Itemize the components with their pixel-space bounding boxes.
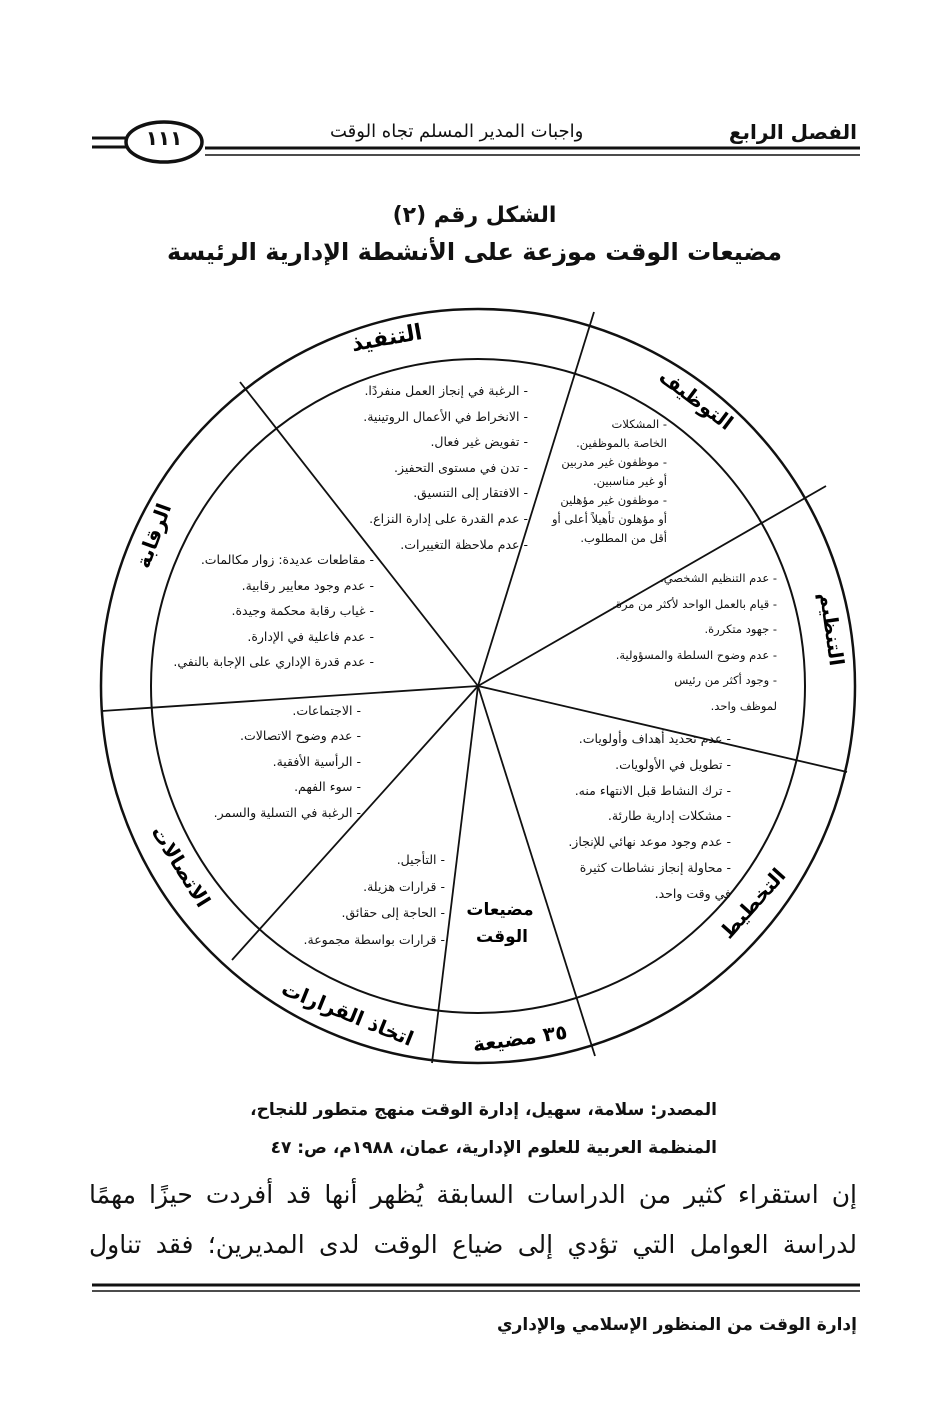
list-item: - عدم تحديد أهداف وأولويات. [578, 731, 731, 746]
list-item: - المشكلات [611, 417, 667, 431]
list-item: أو غير مناسبين. [592, 474, 667, 488]
list-item: - قرارات هزيلة. [363, 878, 445, 894]
list-item: أقل من المطلوب. [580, 531, 667, 545]
section-items-decision [304, 847, 445, 953]
list-item: - تدن في مستوى التحفيز. [394, 459, 528, 475]
list-item: - الافتقار إلى التنسيق. [413, 485, 528, 501]
list-item: - عدم ملاحظة التغييرات. [400, 536, 528, 552]
figure-label: الشكل رقم (٢) [392, 203, 557, 228]
list-item: - قيام بالعمل الواحد لأكثر من مرة. [612, 596, 777, 611]
list-item: - الاجتماعات. [292, 703, 361, 718]
list-item: - جهود متكررة. [704, 622, 777, 636]
list-item: - الرأسية الأفقية. [272, 753, 361, 769]
list-item: - مقاطعات عديدة: زوار مكالمات. [200, 552, 374, 567]
list-item: - الرغبة في إنجاز العمل منفردًا. [364, 383, 528, 398]
list-item: - سوء الفهم. [294, 779, 361, 795]
section-items-planning [568, 726, 731, 907]
list-item: لموظف واحد. [710, 698, 777, 713]
list-item: - الحاجة إلى حقائق. [341, 905, 445, 920]
page-number: ١١١ [145, 126, 183, 150]
list-item: - قرارات بواسطة مجموعة. [303, 931, 445, 947]
list-item: - عدم وجود موعد نهائي للإنجاز. [568, 834, 731, 850]
section-name-planning: التخطيط [715, 863, 791, 944]
list-item: في وقت واحد. [654, 885, 731, 901]
figure-title: مضيعات الوقت موزعة على الأنشطة الإدارية الرئيسة [166, 238, 783, 266]
list-item: - مشكلات إدارية طارئة. [607, 808, 731, 824]
section-name-staffing: التوظيف [654, 363, 738, 435]
list-item: - تطويل في الأولويات. [615, 756, 731, 772]
list-item: - موظفون غير مدربين [561, 455, 667, 469]
list-item: - عدم قدرة الإداري على الإجابة بالنفي. [173, 654, 374, 669]
section-total-count: ٣٥ مضيعة [471, 1019, 569, 1057]
list-item: الخاصة بالموظفين. [576, 436, 667, 450]
body-text-line-1: إن استقراء كثير من الدراسات السابقة يُظهر أنها قد أفردت حيزًا مهمًا [89, 1180, 857, 1209]
list-item: أو مؤهلون تأهيلاً أعلى أو [551, 512, 667, 526]
list-item: - وجود أكثر من رئيس [674, 673, 777, 687]
list-item: - عدم فاعلية في الإدارة. [247, 628, 374, 644]
list-item: - موظفون غير مؤهلين [560, 493, 667, 507]
section-name-execution: التنفيذ [349, 320, 425, 358]
chapter-label: الفصل الرابع [728, 120, 857, 144]
section-items-staffing [552, 415, 667, 548]
section-name-decision: اتخاذ القرارات [278, 976, 418, 1051]
section-items-communication [214, 698, 361, 825]
section-name-control: الرقابة [130, 499, 177, 572]
list-item: - غياب رقابة محكمة وجيدة. [231, 603, 374, 618]
section-items-organizing [612, 566, 777, 719]
source-line-2: المنظمة العربية للعلوم الإدارية، عمان، ١٩٨٨م، ص: ٤٧ [270, 1138, 717, 1158]
section-name-communication: الاتصالات [146, 821, 216, 912]
list-item: - التأجيل. [396, 852, 445, 867]
section-items-control [173, 547, 374, 675]
running-title: واجبات المدير المسلم تجاه الوقت [330, 121, 584, 142]
center-label-line2: الوقت [476, 927, 528, 947]
list-item: - تفويض غير فعال. [430, 434, 528, 450]
list-item: - عدم وضوح الاتصالات. [240, 728, 361, 744]
footer-rule [0, 1280, 949, 1300]
section-items-execution [363, 378, 528, 557]
center-label-line1: مضيعات [466, 900, 534, 920]
body-text-line-2: لدراسة العوامل التي تؤدي إلى ضياع الوقت لدى المديرين؛ فقد تناول [89, 1230, 857, 1259]
list-item: - الرغبة في التسلية والسمر. [213, 804, 361, 820]
source-line-1: المصدر: سلامة، سهيل، إدارة الوقت منهج متطور للنجاح، [250, 1100, 717, 1120]
list-item: - محاولة إنجاز نشاطات كثيرة [579, 859, 731, 875]
list-item: - عدم التنظيم الشخصي. [660, 571, 777, 585]
list-item: - ترك النشاط قبل الانتهاء منه. [574, 782, 731, 798]
list-item: - عدم وجود معايير رقابية. [241, 577, 374, 593]
list-item: - عدم القدرة على إدارة النزاع. [369, 510, 528, 526]
footer-book-title: إدارة الوقت من المنظور الإسلامي والإداري [497, 1315, 857, 1335]
section-name-organizing: التنظيم [814, 590, 849, 668]
list-item: - عدم وضوح السلطة والمسؤولية. [615, 647, 777, 662]
list-item: - الانخراط في الأعمال الروتينية. [363, 408, 528, 424]
